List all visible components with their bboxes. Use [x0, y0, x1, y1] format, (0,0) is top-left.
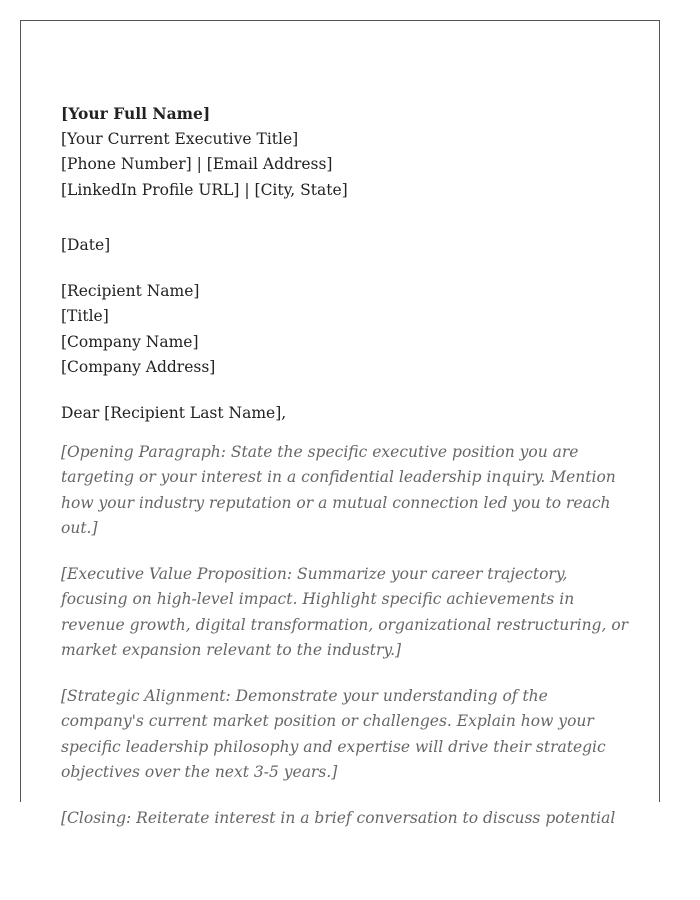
- recipient-title: [Title]: [61, 307, 109, 325]
- letter-content: [61, 101, 631, 831]
- letter-date: [Date]: [61, 236, 111, 254]
- sender-links: [LinkedIn Profile URL] | [City, State]: [61, 180, 348, 199]
- closing-paragraph: [Closing: Reiterate interest in a brief conversation to discuss potential: [61, 808, 616, 827]
- recipient-address: [Company Address]: [61, 358, 216, 376]
- sender-title: [Your Current Executive Title]: [61, 129, 299, 148]
- opening-paragraph: [Opening Paragraph: State the specific executive position you are targeting or your interest in a confidential leadership inquiry. Mention how your industry reputation or a mutual connection led you to reach out.]: [61, 442, 616, 537]
- spacer: [61, 203, 631, 233]
- letter-page: [20, 20, 660, 827]
- sender-contact: [Phone Number] | [Email Address]: [61, 155, 333, 173]
- strategic-alignment-paragraph: [Strategic Alignment: Demonstrate your understanding of the company's current market position or challenges. Explain how your specific leadership philosophy and expertise will drive their strategic objectives over the next 3-5 years.]: [61, 686, 606, 781]
- value-proposition-paragraph: [Executive Value Proposition: Summarize your career trajectory, focusing on high-level impact. Highlight specific achievements in revenue growth, digital transformation, organizational restructuring, or market expansion relevant to the industry.]: [61, 564, 629, 659]
- salutation: Dear [Recipient Last Name],: [61, 403, 287, 422]
- recipient-name: [Recipient Name]: [61, 281, 200, 300]
- sender-full-name: [Your Full Name]: [61, 104, 211, 123]
- recipient-company: [Company Name]: [61, 332, 199, 351]
- spacer: [61, 259, 631, 279]
